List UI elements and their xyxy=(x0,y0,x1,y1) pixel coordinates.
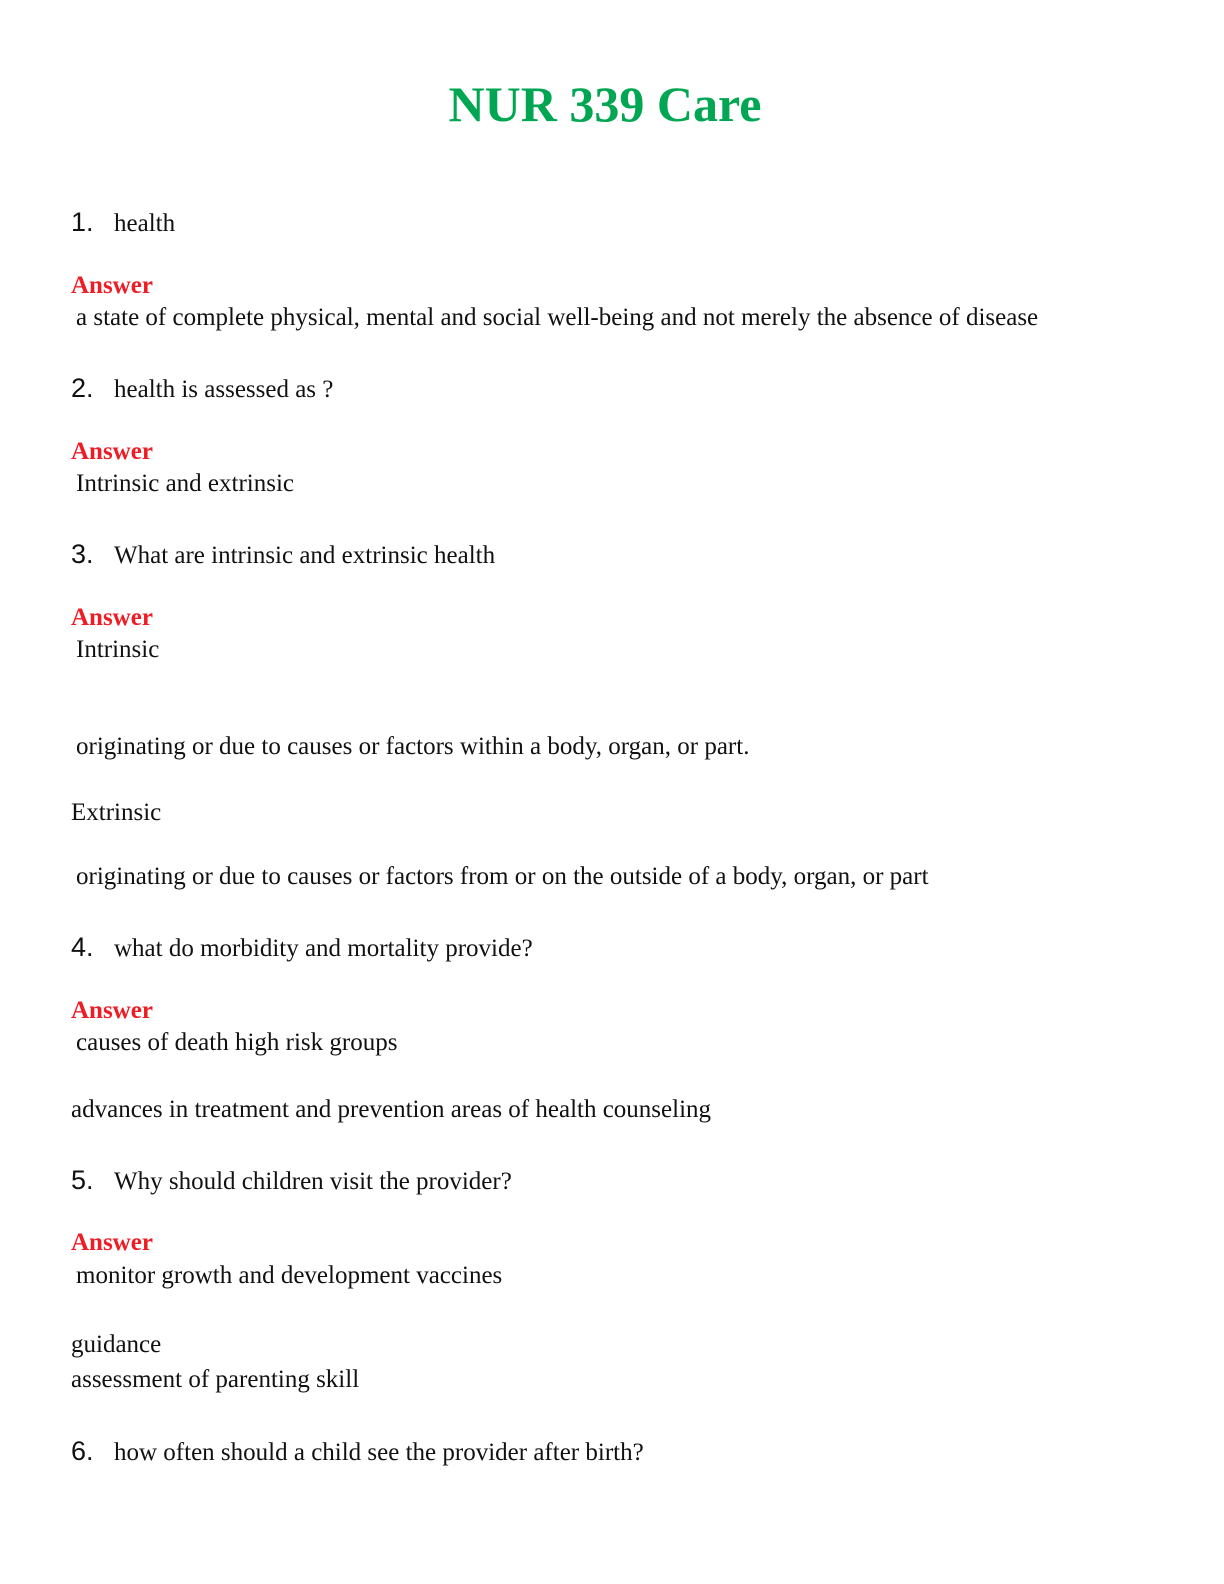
question-1 xyxy=(71,206,175,240)
document-title: NUR 339 Care xyxy=(448,76,762,132)
answer-line: originating or due to causes or factors from or on the outside of a body, organ, or part xyxy=(76,863,929,890)
answer-label: Answer xyxy=(71,272,153,299)
question-number: 4. xyxy=(71,932,94,962)
answer-line: a state of complete physical, mental and social well-being and not merely the absence of disease xyxy=(76,304,1039,331)
question-number: 2. xyxy=(71,373,94,403)
question-number: 3. xyxy=(71,539,94,569)
question-text: Why should children visit the provider? xyxy=(114,1168,512,1195)
question-text: how often should a child see the provider after birth? xyxy=(114,1439,644,1466)
question-text: health xyxy=(114,210,176,237)
answer-line: monitor growth and development vaccines xyxy=(76,1262,503,1289)
answer-label: Answer xyxy=(71,1229,153,1256)
question-4 xyxy=(71,931,533,965)
question-text: what do morbidity and mortality provide? xyxy=(114,935,533,962)
answer-line: assessment of parenting skill xyxy=(71,1366,360,1393)
answer-line: advances in treatment and prevention areas of health counseling xyxy=(71,1096,712,1123)
answer-label: Answer xyxy=(71,604,153,631)
answer-line: guidance xyxy=(71,1331,162,1358)
question-text: What are intrinsic and extrinsic health xyxy=(114,542,496,569)
question-text: health is assessed as ? xyxy=(114,376,334,403)
answer-label: Answer xyxy=(71,438,153,465)
question-number: 5. xyxy=(71,1165,94,1195)
answer-line: Intrinsic xyxy=(76,636,160,663)
question-number: 6. xyxy=(71,1436,94,1466)
answer-line: Extrinsic xyxy=(71,799,162,826)
answer-line: originating or due to causes or factors within a body, organ, or part. xyxy=(76,733,750,760)
question-5 xyxy=(71,1164,512,1198)
question-3 xyxy=(71,538,495,572)
question-2 xyxy=(71,372,333,406)
answer-line: Intrinsic and extrinsic xyxy=(76,470,294,497)
question-6 xyxy=(71,1435,644,1469)
question-number: 1. xyxy=(71,207,94,237)
answer-label: Answer xyxy=(71,997,153,1024)
answer-line: causes of death high risk groups xyxy=(76,1029,398,1056)
